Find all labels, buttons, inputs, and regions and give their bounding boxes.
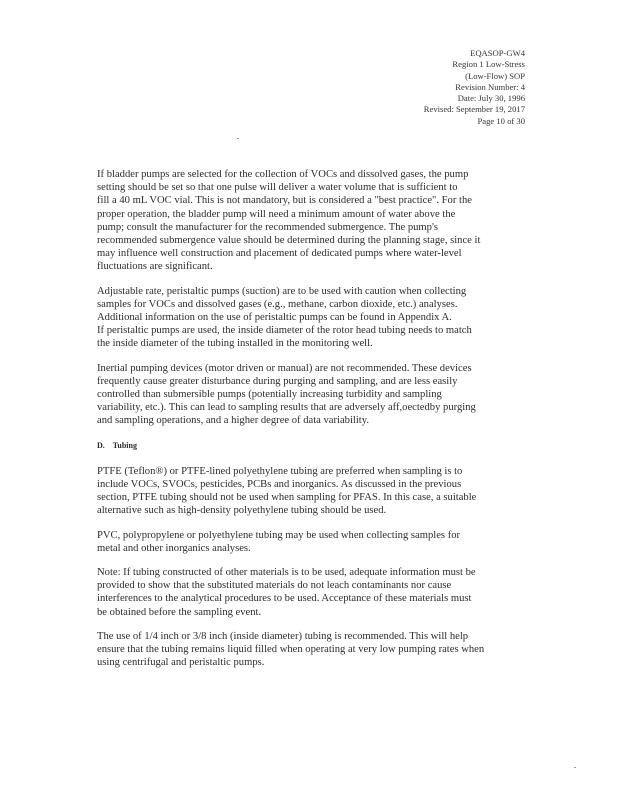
text-line: using centrifugal and peristaltic pumps.: [97, 657, 265, 669]
text-line: If peristaltic pumps are used, the inside diameter of the rotor head tubing needs to match: [97, 325, 472, 337]
paragraph-peristaltic-pumps: [97, 285, 529, 351]
scan-speck: [237, 138, 239, 139]
text-line: may influence well construction and placement of dedicated pumps where water-level: [97, 248, 462, 260]
paragraph-pvc-tubing: [97, 529, 529, 555]
header-revised: Revised: September 19, 2017: [423, 104, 525, 115]
document-body: [97, 168, 529, 681]
text-line: and sampling operations, and a higher degree of data variability.: [97, 415, 370, 427]
scan-speck: [574, 767, 576, 768]
header-doc-id: EQASOP-GW4: [470, 48, 525, 58]
text-line: provided to show that the substituted materials do not leach contaminants nor cause: [97, 580, 452, 592]
header-page-number: Page 10 of 30: [477, 115, 525, 126]
text-line: pump; consult the manufacturer for the recommended submergence. The pump's: [97, 221, 439, 233]
text-line: samples for VOCs and dissolved gases (e.g., methane, carbon dioxide, etc.) analyses.: [97, 298, 458, 310]
text-line: controlled than submersible pumps (potentially increasing turbidity and sampling: [97, 389, 442, 401]
header-region: Region 1 Low-Stress: [452, 59, 525, 70]
text-line: include VOCs, SVOCs, pesticides, PCBs and inorganics. As discussed in the previous: [97, 479, 462, 491]
text-line: PTFE (Teflon®) or PTFE-lined polyethylene tubing are preferred when sampling is to: [97, 465, 463, 477]
text-line: interferences to the analytical procedures to be used. Acceptance of these materials must: [97, 593, 472, 605]
text-line: Inertial pumping devices (motor driven or manual) are not recommended. These devices: [97, 362, 472, 374]
text-line: be obtained before the sampling event.: [97, 606, 262, 618]
text-line: metal and other inorganics analyses.: [97, 542, 251, 554]
text-line: If bladder pumps are selected for the collection of VOCs and dissolved gases, the pump: [97, 169, 469, 180]
text-line: setting should be set so that one pulse will deliver a water volume that is sufficient to: [97, 182, 458, 194]
section-title: Tubing: [112, 440, 137, 450]
header-revision-number: Revision Number: 4: [455, 81, 525, 92]
text-line: variability, etc.). This can lead to sampling results that are adversely aff,oectedby purging: [97, 402, 476, 414]
header-sop-type: (Low-Flow) SOP: [465, 70, 525, 81]
section-letter: D.: [97, 440, 105, 450]
paragraph-bladder-pumps: [97, 168, 529, 274]
paragraph-inertial-pumps: [97, 362, 529, 428]
paragraph-note: [97, 566, 529, 619]
paragraph-ptfe-tubing: [97, 465, 529, 518]
text-line: alternative such as high-density polyethylene tubing should be used.: [97, 505, 387, 517]
paragraph-tubing-diameter: [97, 630, 529, 670]
page-header: [424, 48, 525, 127]
text-line: The use of 1/4 inch or 3/8 inch (inside diameter) tubing is recommended. This will help: [97, 630, 469, 642]
text-line: proper operation, the bladder pump will need a minimum amount of water above the: [97, 208, 456, 220]
text-line: fluctuations are significant.: [97, 261, 213, 273]
text-line: ensure that the tubing remains liquid filled when operating at very low pumping rates when: [97, 644, 485, 656]
text-line: Additional information on the use of peristaltic pumps can be found in Appendix A.: [97, 312, 452, 324]
text-line: fill a 40 mL VOC vial. This is not mandatory, but is considered a "best practice". For the: [97, 195, 472, 207]
header-date: Date: July 30, 1996: [457, 93, 525, 104]
text-line: PVC, polypropylene or polyethylene tubing may be used when collecting samples for: [97, 529, 461, 541]
text-line: recommended submergence value should be determined during the planning stage, since it: [97, 235, 481, 247]
text-line: Note: If tubing constructed of other materials is to be used, adequate information must be: [97, 567, 476, 579]
text-line: section, PTFE tubing should not be used when sampling for PFAS. In this case, a suitable: [97, 492, 477, 504]
section-heading-tubing: [97, 439, 529, 452]
text-line: the inside diameter of the tubing installed in the monitoring well.: [97, 338, 373, 350]
text-line: frequently cause greater disturbance during purging and sampling, and are less easily: [97, 375, 458, 387]
text-line: Adjustable rate, peristaltic pumps (suction) are to be used with caution when collecting: [97, 285, 467, 297]
